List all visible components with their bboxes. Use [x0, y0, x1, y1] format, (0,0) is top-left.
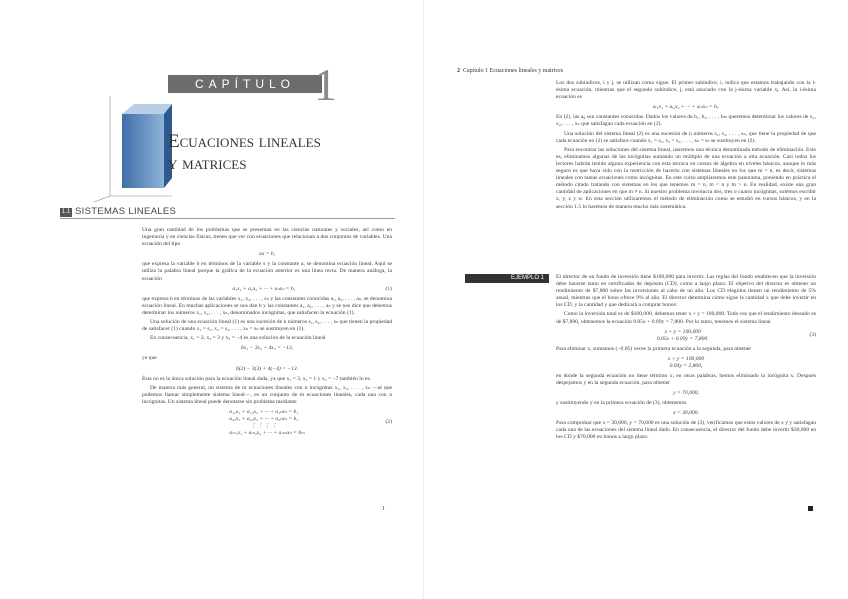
equation-text: a₁x₁ + a₂x₂ + ··· + aₙxₙ = b,: [232, 285, 296, 292]
end-of-example-mark: [808, 506, 813, 511]
equation: y = 70,000,: [673, 389, 699, 396]
right-body-text-top: [556, 80, 816, 213]
chapter-label: CAPÍTULO: [194, 77, 295, 91]
section-rule: [60, 218, 395, 219]
system-row: a₁₁x₁ + a₁₂x₂ + ··· + a₁ₙxₙ = b₁: [229, 408, 299, 415]
paragraph: Una gran cantidad de los problemas que se presentan en las ciencias naturales y sociales, así como en ingeniería y en ciencias físicas, tienen que ver con ecuaciones que relacionan a dos conjuntos de variables. Una ecuación del tipo: [142, 227, 392, 248]
equation-number: (2): [385, 418, 392, 425]
equation: ax = b,: [258, 251, 276, 258]
example-label: EJEMPLO 1: [465, 274, 549, 283]
equation-system-3: [556, 329, 816, 343]
paragraph: Ésta no es la única solución para la ecuación lineal dada, ya que x₁ = 3, x₂ = 1 y x₃ = −7 también lo es.: [142, 375, 372, 382]
section-number: 1.1: [61, 209, 71, 215]
equation: aᵢ₁x₁ + aᵢ₂x₂ + ··· + aᵢₙxₙ = bᵢ.: [652, 104, 720, 111]
system-row: ⋮ ⋮ ⋮ ⋮: [250, 422, 278, 429]
equation-system-2: [142, 409, 392, 437]
chapter-title: [168, 131, 321, 175]
paragraph: Los dos subíndices, i y j, se utilizan como sigue. El primer subíndice, i, indica que estamos trabajando con la i-ésima ecuación, mientras que el segundo subíndice, j, está asociado con la j-ésima variable xⱼ. Así, la i-ésima ecuación es: [556, 80, 816, 101]
right-body-text-example: [556, 274, 816, 444]
paragraph: en donde la segunda ecuación no tiene término x; en otras palabras, hemos eliminado la incógnita x. Después despejamos y en la segunda ecuación, para obtener: [556, 372, 816, 386]
paragraph: Como la inversión total es de $100,000, debemos tener x + y = 100,000. Toda vez que el rendimiento deseado es de $7,800, obtenemos la ecuación 0.05x + 0.09y = 7,800. Por lo tanto, tenemos el sistema lineal: [556, 311, 816, 325]
chapter-title-line2: y matrices: [168, 153, 247, 174]
equation-number: (3): [809, 331, 816, 338]
left-body-text: [142, 227, 392, 440]
chapter-cube-graphic: [92, 96, 172, 202]
system-row: 0.04y = 2,800,: [669, 362, 703, 369]
system-row: a₂₁x₁ + a₂₂x₂ + ··· + a₂ₙxₙ = b₂: [229, 415, 299, 422]
paragraph: De manera más general, un sistema de m ecuaciones lineales con n incógnitas x₁, x₂, . . . , xₙ —al que podemos llamar simplemente sistema lineal—, es un conjunto de m ecuaciones lineales, cada una con n incógnitas. Un sistema lineal puede denotarse sin problema mediante: [142, 384, 392, 405]
chapter-number: 1: [314, 59, 337, 110]
equation-system-4: [556, 356, 816, 370]
section-title: SISTEMAS LINEALES: [75, 206, 177, 217]
equation: 6(2) − 3(3) + 4(−4) = −13.: [235, 365, 299, 372]
paragraph: Para encontrar las soluciones del sistema lineal, usaremos una técnica denominada método de eliminación. Esto es, eliminamos algunas de las incógnitas sumando un múltiplo de una ecuación a otra ecuación. Casi todos los lectores habrán tenido alguna experiencia con esta técnica en cursos de álgebra en niveles básicos, aunque lo más seguro es que haya sido con la restricción de hacerlo con sistemas lineales en los que m = n, es decir, sistemas lineales con tantas ecuaciones como incógnitas. En este curso ampliaremos este panorama, poniendo en práctica el método citado tratando con sistemas en los que tenemos m = n, m < n y m > n. En realidad, existe una gran cantidad de aplicaciones en que m ≠ n. Si nuestro problema involucra dos, tres o cuatro incógnitas, solemos escribir x, y, z y w. En esta sección utilizaremos el método de eliminación como se estudió en cursos básicos, y en la sección 1.5 lo haremos de manera mucho más sistemática.: [556, 146, 816, 210]
paragraph: y sustituyendo y en la primera ecuación de (3), obtenemos: [556, 400, 687, 407]
page-number: 2: [457, 68, 460, 74]
paragraph: Una solución de una ecuación lineal (1) es una sucesión de n números s₁, s₂, . . . , sₙ que tienen la propiedad de satisfacer (1) cuando x₁ = s₁, x₂ = s₂, . . . , xₙ = sₙ se sustituyen en (1).: [142, 319, 392, 333]
system-row: x + y = 100,000: [667, 355, 705, 362]
equation: 6x₁ − 3x₂ + 4x₃ = −13,: [240, 345, 294, 352]
system-row: x + y = 100,000: [664, 328, 701, 335]
equation-number: (1): [385, 285, 392, 292]
paragraph: Para comprobar que x = 30,000, y = 70,000 es una solución de (3), verificamos que estos valores de x y y satisfagan cada una de las ecuaciones del sistema lineal dado. En consecuencia, el director del fondo debe invertir $30,000 en los CD y $70,000 en bonos a largo plazo.: [556, 420, 816, 441]
system-row: aₘ₁x₁ + aₘ₂x₂ + ··· + aₘₙxₙ = bₘ: [229, 429, 305, 436]
equation: x = 30,000.: [673, 410, 699, 417]
paragraph: que expresa b en términos de las variables x₁, x₂, . . . , xₙ y las constantes conocidas a₁, a₂, . . . , aₙ, se denomina ecuación lineal. En muchas aplicaciones se nos dan b y las constantes a₁, a₂, . . . , aₙ y se nos dice que debemos determinar los números x₁, x₂, . . . , xₙ, denominados incógnitas, que satisfacen la ecuación (1).: [142, 295, 392, 316]
paragraph: En consecuencia, x₁ = 2, x₂ = 3 y x₃ = −4 es una solución de la ecuación lineal: [150, 335, 326, 342]
paragraph: ya que: [142, 355, 157, 362]
running-head: Capítulo 1 Ecuaciones lineales y matrices: [463, 68, 564, 74]
paragraph: En (2), las aᵢⱼ son constantes conocidas. Dados los valores de b₁, b₂, . . . , bₘ queremos determinar los valores de x₁, x₂, . . . , xₙ que satisfagan cada ecuación en (2).: [556, 114, 816, 128]
chapter-title-line1: Ecuaciones lineales: [168, 131, 321, 152]
equation-1: [142, 286, 392, 293]
paragraph: que expresa la variable b en términos de la variable x y la constante a, se denomina ecuación lineal. Aquí se utiliza la palabra lineal porque la gráfica de la ecuación anterior es una línea recta. De manera análoga, la ecuación: [142, 261, 392, 282]
chapter-label-bar: [168, 75, 322, 93]
system-row: 0.05x + 0.09y = 7,800.: [656, 335, 709, 342]
page-number: 1: [382, 506, 385, 512]
paragraph: El director de un fondo de inversión tiene $100,000 para invertir. Las reglas del fondo establecen que la inversión debe hacerse tanto en certificados de depósito (CD), como a largo plazo. El objetivo del director es obtener un rendimiento de $7,800 sobre las inversiones al cabo de un año. Los CD elegidos tienen un rendimiento de 5% anual, mientras que el bono ofrece 9% al año. El director determina cómo sigue la cantidad x que debe invertir en los CD, y la cantidad y que dedicará a comprar bonos:: [556, 274, 816, 309]
paragraph: Para eliminar x, sumamos (−0.05) veces la primera ecuación a la segunda, para obtener: [556, 345, 752, 352]
paragraph: Una solución del sistema lineal (2) es una sucesión de n números s₁, s₂, . . . , sₙ, que tiene la propiedad de que cada ecuación en (2) se satisface cuando x₁ = s₁, x₂ = s₂, . . . , xₙ = sₙ se sustituyen en (2).: [556, 130, 816, 144]
